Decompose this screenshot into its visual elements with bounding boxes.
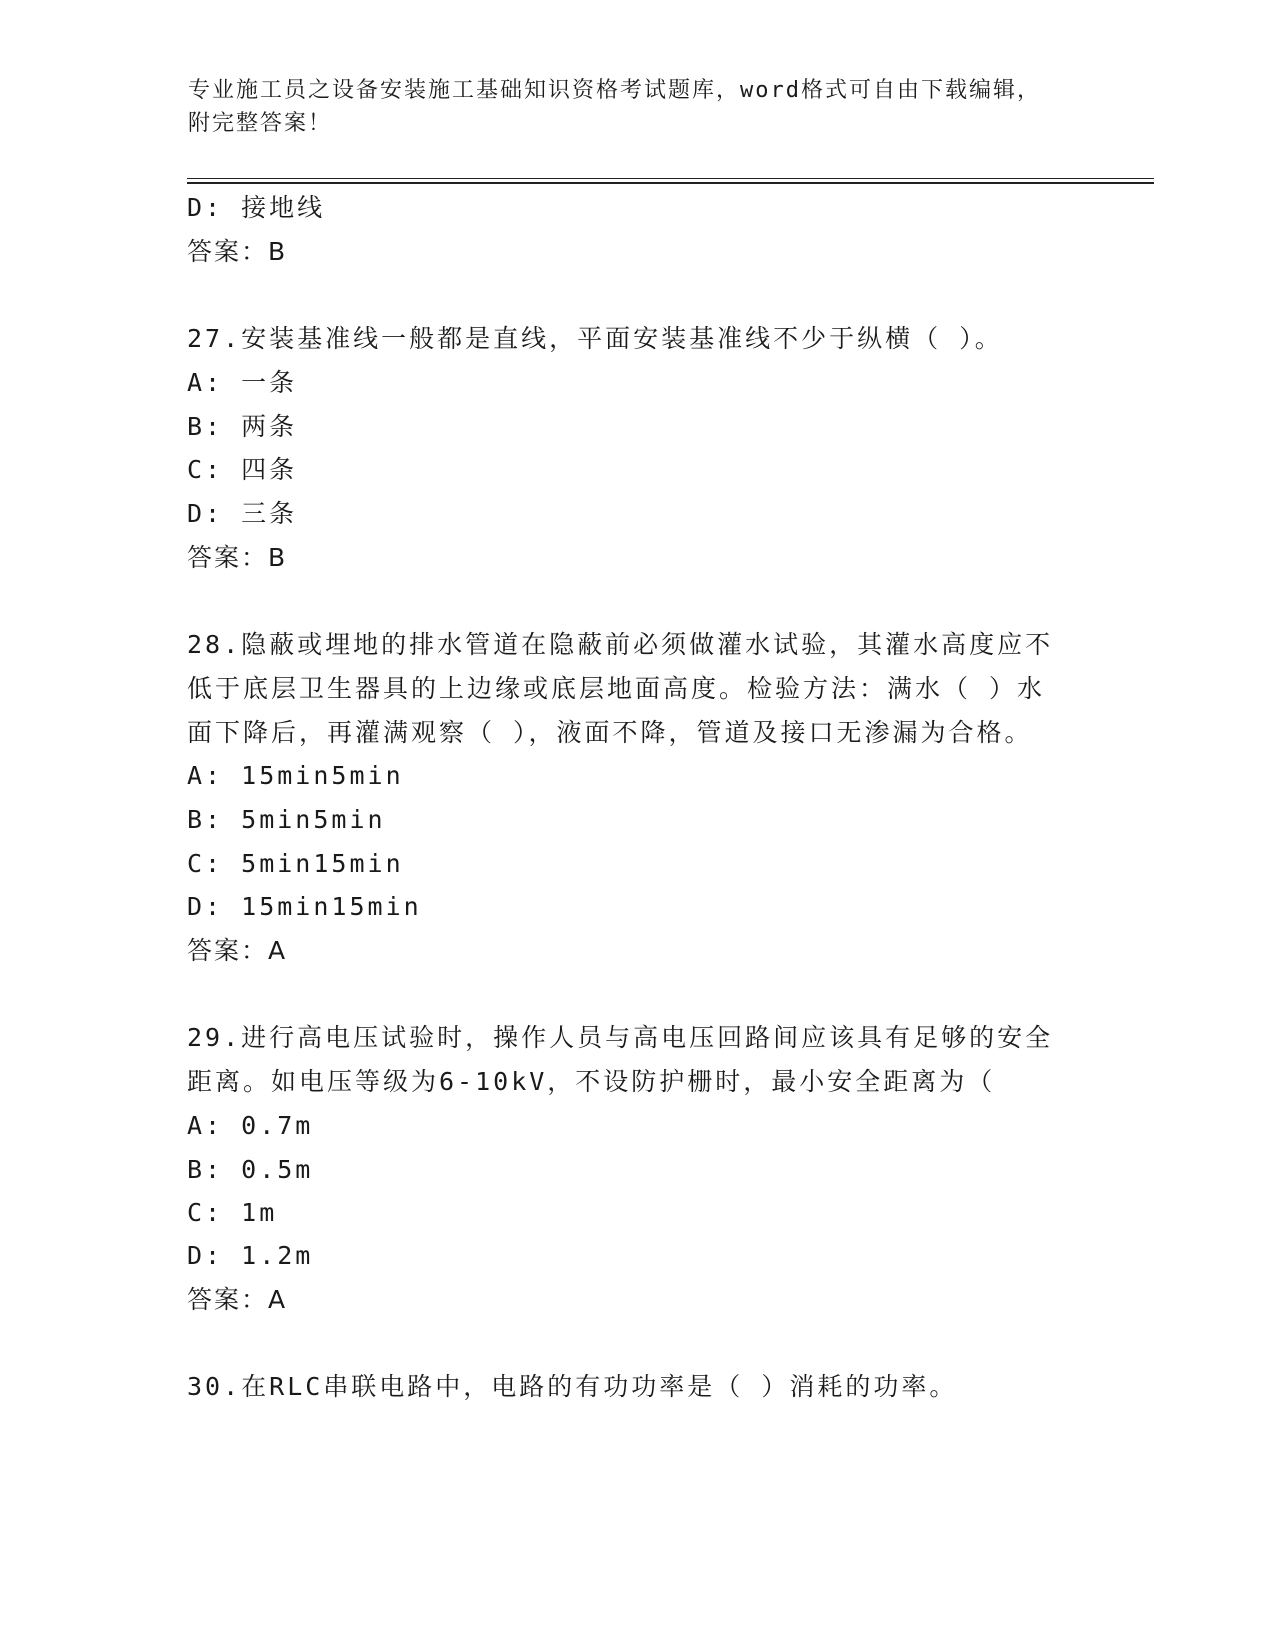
header-divider-thin <box>187 178 1154 179</box>
header-line-1: 专业施工员之设备安装施工基础知识资格考试题库，word格式可自由下载编辑， <box>188 78 1041 103</box>
question-29-option-a: A: 0.7m <box>187 1111 314 1140</box>
question-27-option-d: D: 三条 <box>187 499 298 528</box>
question-28-option-b: B: 5min5min <box>187 805 386 834</box>
question-29-option-c: C: 1m <box>187 1198 278 1227</box>
question-27-option-b: B: 两条 <box>187 412 298 441</box>
question-29-text-line-2: 距离。如电压等级为6-10kV，不设防护栅时，最小安全距离为（ <box>187 1067 996 1096</box>
question-27-option-c: C: 四条 <box>187 455 298 484</box>
question-28-option-a: A: 15min5min <box>187 761 404 790</box>
question-28-text-line-1: 28.隐蔽或埋地的排水管道在隐蔽前必须做灌水试验，其灌水高度应不 <box>187 630 1054 659</box>
question-29-option-b: B: 0.5m <box>187 1155 314 1184</box>
header-line-2: 附完整答案！ <box>188 111 333 136</box>
question-28-text-line-2: 低于底层卫生器具的上边缘或底层地面高度。检验方法：满水（ ）水 <box>187 674 1046 703</box>
question-29-answer: 答案：A <box>187 1285 288 1314</box>
question-28-option-d: D: 15min15min <box>187 892 422 921</box>
question-28-answer: 答案：A <box>187 936 288 965</box>
question-27-option-a: A: 一条 <box>187 368 298 397</box>
question-30-text: 30.在RLC串联电路中，电路的有功功率是（ ）消耗的功率。 <box>187 1372 958 1401</box>
question-29-text-line-1: 29.进行高电压试验时，操作人员与高电压回路间应该具有足够的安全 <box>187 1023 1054 1052</box>
header-divider-thick <box>187 182 1154 184</box>
document-header <box>188 74 1088 140</box>
question-29-option-d: D: 1.2m <box>187 1241 314 1270</box>
question-27-text: 27.安装基准线一般都是直线，平面安装基准线不少于纵横（ ）。 <box>187 324 1003 353</box>
prev-option-d: D: 接地线 <box>187 193 326 222</box>
question-28-text-line-3: 面下降后，再灌满观察（ ），液面不降，管道及接口无渗漏为合格。 <box>187 718 1033 747</box>
question-27-answer: 答案：B <box>187 543 288 572</box>
question-28-option-c: C: 5min15min <box>187 849 404 878</box>
prev-answer: 答案：B <box>187 237 288 266</box>
